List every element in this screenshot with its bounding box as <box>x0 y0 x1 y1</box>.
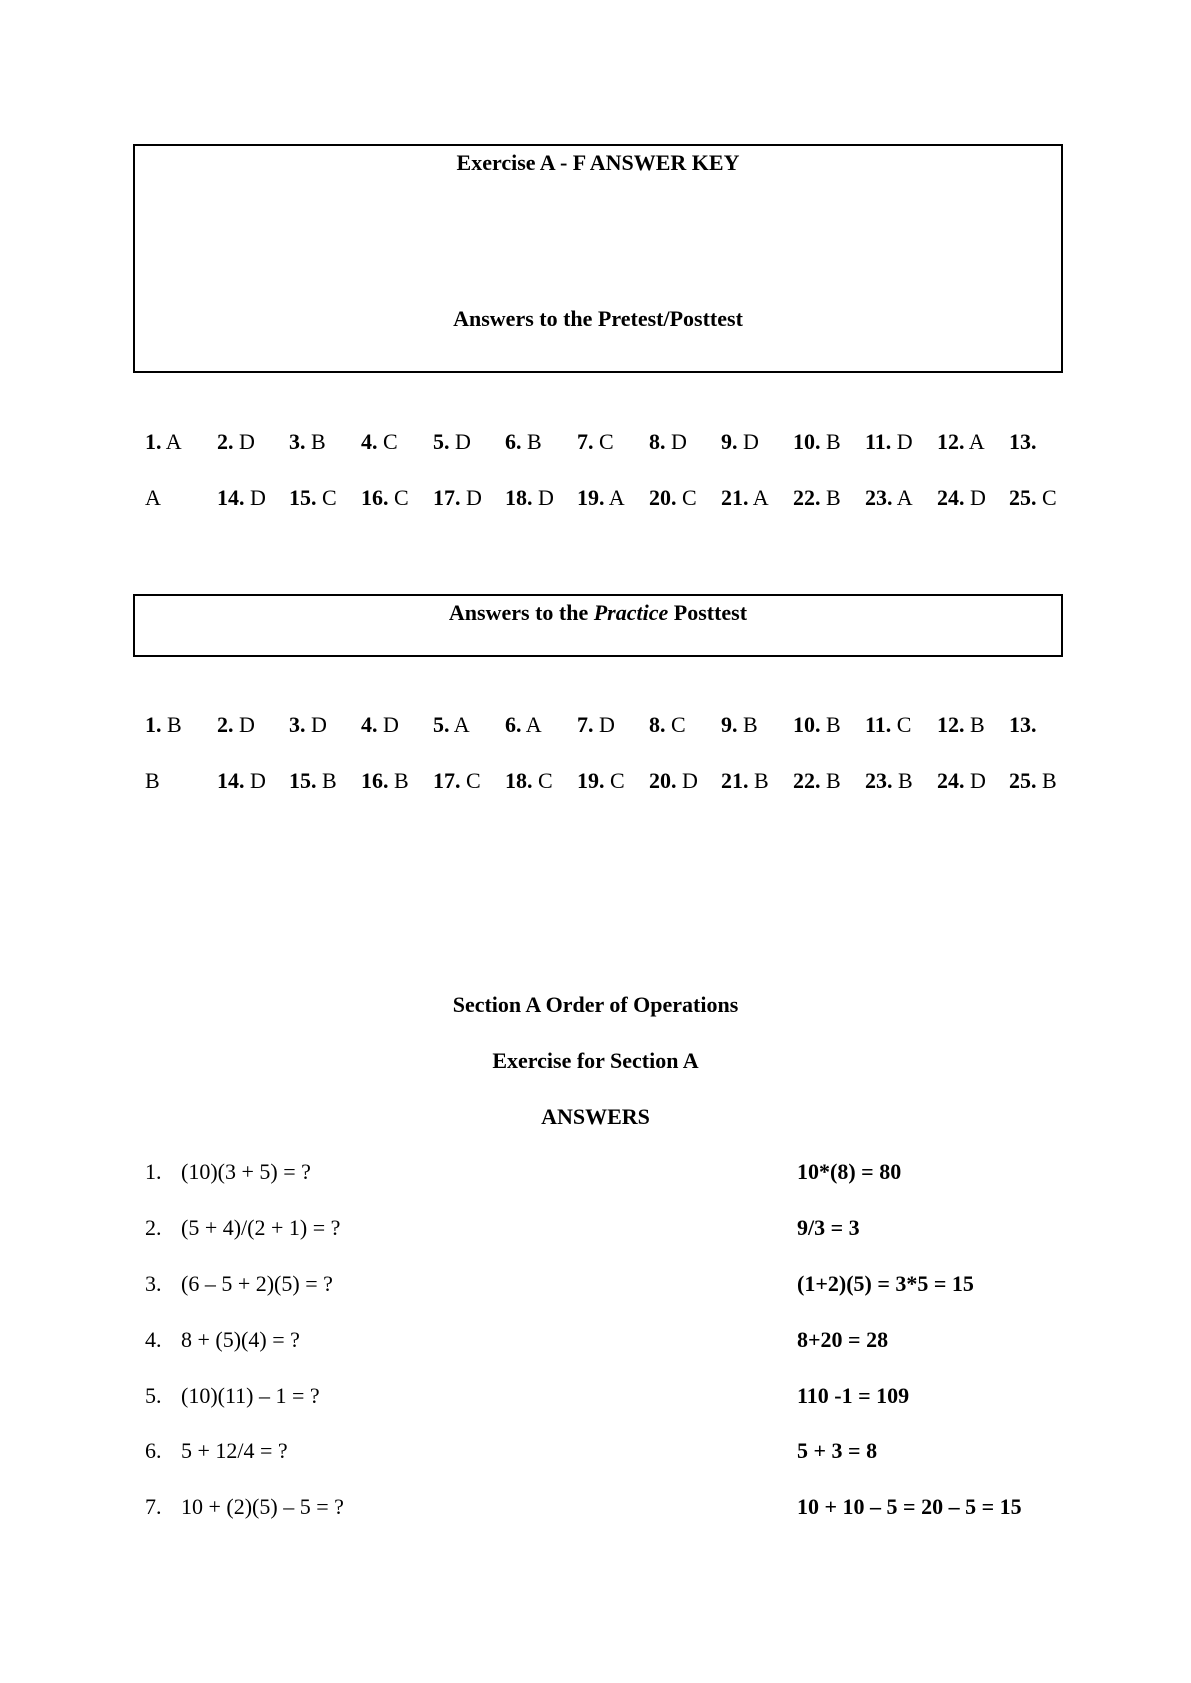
answer-letter: B <box>826 429 841 454</box>
practice-title-suffix: Posttest <box>668 600 748 625</box>
answer-letter: B <box>826 485 841 510</box>
answer-letter: B <box>322 768 337 793</box>
answer-letter: D <box>383 712 399 737</box>
exercise-answer: 5 + 3 = 8 <box>797 1438 878 1463</box>
exercise-number: 6. <box>145 1438 162 1463</box>
answer-item <box>937 768 986 794</box>
answer-letter: D <box>250 485 266 510</box>
question-number: 23. <box>865 768 893 793</box>
question-number: 10. <box>793 712 821 737</box>
answer-letter: B <box>145 768 160 793</box>
exercise-number: 2. <box>145 1215 162 1240</box>
section-a-title: Section A Order of Operations <box>452 992 739 1017</box>
question-number: 18. <box>505 485 533 510</box>
answer-letter: C <box>1042 485 1057 510</box>
answer-item <box>1009 712 1037 738</box>
question-number: 12. <box>937 429 965 454</box>
answer-item <box>145 485 161 511</box>
question-number: 9. <box>721 429 738 454</box>
answer-item <box>361 768 409 794</box>
practice-title-emphasis: Practice <box>593 600 669 625</box>
exercise-answer: (1+2)(5) = 3*5 = 15 <box>797 1271 974 1296</box>
question-number: 1. <box>145 429 162 454</box>
question-number: 19. <box>577 768 605 793</box>
answer-letter: A <box>968 429 985 454</box>
answer-letter: B <box>826 712 841 737</box>
question-number: 2. <box>217 429 234 454</box>
answer-item <box>361 712 399 738</box>
question-number: 18. <box>505 768 533 793</box>
answer-item <box>505 485 554 511</box>
answer-item <box>649 485 697 511</box>
question-number: 7. <box>577 712 594 737</box>
answer-item <box>721 485 769 511</box>
answer-item <box>721 768 769 794</box>
answer-letter: C <box>610 768 625 793</box>
answer-letter: C <box>896 712 912 737</box>
question-number: 5. <box>433 712 450 737</box>
answer-item <box>217 429 255 455</box>
exercise-answer: 110 -1 = 109 <box>797 1383 910 1408</box>
question-number: 4. <box>361 712 378 737</box>
question-number: 13. <box>1009 429 1037 454</box>
exercise-number: 1. <box>145 1159 162 1184</box>
answer-letter: B <box>1042 768 1057 793</box>
practice-posttest-box <box>133 594 1063 657</box>
answer-item <box>649 768 698 794</box>
question-number: 21. <box>721 768 749 793</box>
answer-letter: D <box>239 429 255 454</box>
answer-letter: B <box>167 712 182 737</box>
answer-letter: C <box>671 712 686 737</box>
answer-item <box>433 485 482 511</box>
answer-letter: C <box>599 429 614 454</box>
answer-item <box>649 712 686 738</box>
answer-item <box>361 429 398 455</box>
question-number: 19. <box>577 485 605 510</box>
question-number: 17. <box>433 768 461 793</box>
answer-letter: D <box>743 429 759 454</box>
exercise-number: 5. <box>145 1383 162 1408</box>
answer-letter: C <box>538 768 553 793</box>
question-number: 16. <box>361 768 389 793</box>
exercise-question: (5 + 4)/(2 + 1) = ? <box>181 1215 341 1240</box>
answer-item <box>361 485 409 511</box>
answer-item <box>145 712 182 738</box>
answer-letter: C <box>466 768 481 793</box>
answer-letter: A <box>453 712 470 737</box>
exercise-question: (10)(3 + 5) = ? <box>181 1159 311 1184</box>
exercise-row <box>145 1438 1065 1464</box>
answer-item <box>577 768 625 794</box>
question-number: 20. <box>649 768 677 793</box>
answer-letter: D <box>970 485 986 510</box>
answer-letter: A <box>165 429 182 454</box>
question-number: 15. <box>289 485 317 510</box>
exercise-question: 10 + (2)(5) – 5 = ? <box>181 1494 344 1519</box>
exercise-question: 8 + (5)(4) = ? <box>181 1327 300 1352</box>
answer-item <box>289 712 327 738</box>
answer-item <box>721 429 759 455</box>
answer-letter: A <box>608 485 625 510</box>
answer-letter: A <box>525 712 542 737</box>
answer-key-box <box>133 144 1063 373</box>
question-number: 6. <box>505 429 522 454</box>
question-number: 15. <box>289 768 317 793</box>
answer-item <box>289 768 337 794</box>
answer-letter: D <box>239 712 255 737</box>
answer-item <box>505 429 542 455</box>
answer-item <box>865 429 913 455</box>
answer-item <box>865 485 913 511</box>
answer-item <box>217 712 255 738</box>
answer-letter: A <box>145 485 161 510</box>
answers-label: ANSWERS <box>541 1104 650 1129</box>
answer-letter: B <box>394 768 409 793</box>
answer-letter: D <box>311 712 327 737</box>
question-number: 6. <box>505 712 522 737</box>
answer-letter: A <box>752 485 769 510</box>
answer-item <box>1009 429 1037 455</box>
question-number: 10. <box>793 429 821 454</box>
answer-item <box>937 485 986 511</box>
question-number: 3. <box>289 429 306 454</box>
question-number: 17. <box>433 485 461 510</box>
question-number: 14. <box>217 768 245 793</box>
answer-item <box>577 429 614 455</box>
answer-item <box>721 712 758 738</box>
question-number: 13. <box>1009 712 1037 737</box>
answer-letter: D <box>970 768 986 793</box>
answer-item <box>217 768 266 794</box>
question-number: 1. <box>145 712 162 737</box>
exercise-number: 7. <box>145 1494 162 1519</box>
section-a-subtitle: Exercise for Section A <box>492 1048 699 1073</box>
answer-key-title: Exercise A - F ANSWER KEY <box>456 150 740 175</box>
exercise-number: 3. <box>145 1271 162 1296</box>
answer-letter: C <box>394 485 409 510</box>
question-number: 22. <box>793 768 821 793</box>
answer-item <box>433 712 470 738</box>
answer-letter: D <box>250 768 266 793</box>
answer-item <box>1009 768 1057 794</box>
question-number: 22. <box>793 485 821 510</box>
question-number: 11. <box>865 429 892 454</box>
answer-item <box>793 485 841 511</box>
answer-item <box>433 429 471 455</box>
answer-item <box>937 712 985 738</box>
question-number: 16. <box>361 485 389 510</box>
exercise-question: (6 – 5 + 2)(5) = ? <box>181 1271 333 1296</box>
answer-letter: C <box>383 429 398 454</box>
answer-letter: B <box>970 712 985 737</box>
answer-item <box>793 429 841 455</box>
question-number: 20. <box>649 485 677 510</box>
question-number: 9. <box>721 712 738 737</box>
answer-letter: D <box>682 768 698 793</box>
question-number: 2. <box>217 712 234 737</box>
answer-item <box>505 712 542 738</box>
exercise-answer: 10*(8) = 80 <box>797 1159 902 1184</box>
answer-item <box>505 768 553 794</box>
answer-letter: D <box>896 429 913 454</box>
question-number: 5. <box>433 429 450 454</box>
exercise-row <box>145 1215 1065 1241</box>
answer-letter: D <box>538 485 554 510</box>
exercise-question: 5 + 12/4 = ? <box>181 1438 288 1463</box>
answer-item <box>865 768 913 794</box>
answer-letter: D <box>455 429 471 454</box>
answer-item <box>793 712 841 738</box>
question-number: 24. <box>937 768 965 793</box>
question-number: 25. <box>1009 485 1037 510</box>
question-number: 11. <box>865 712 892 737</box>
exercise-answer: 10 + 10 – 5 = 20 – 5 = 15 <box>797 1494 1022 1519</box>
answer-letter: B <box>754 768 769 793</box>
question-number: 3. <box>289 712 306 737</box>
exercise-question: (10)(11) – 1 = ? <box>181 1383 320 1408</box>
answer-item <box>793 768 841 794</box>
exercise-row <box>145 1159 1065 1185</box>
question-number: 7. <box>577 429 594 454</box>
answer-letter: A <box>896 485 913 510</box>
exercise-number: 4. <box>145 1327 162 1352</box>
answer-item <box>649 429 687 455</box>
question-number: 4. <box>361 429 378 454</box>
question-number: 14. <box>217 485 245 510</box>
exercise-answer: 8+20 = 28 <box>797 1327 889 1352</box>
exercise-row <box>145 1327 1065 1353</box>
answer-letter: D <box>466 485 482 510</box>
answer-item <box>1009 485 1057 511</box>
answer-item <box>937 429 985 455</box>
exercise-answer: 9/3 = 3 <box>797 1215 860 1240</box>
question-number: 24. <box>937 485 965 510</box>
answer-item <box>433 768 481 794</box>
exercise-row <box>145 1383 1065 1409</box>
answer-item <box>145 768 160 794</box>
answer-letter: C <box>682 485 697 510</box>
answer-item <box>865 712 911 738</box>
question-number: 8. <box>649 712 666 737</box>
answer-letter: C <box>322 485 337 510</box>
answer-item <box>289 485 337 511</box>
answer-letter: D <box>671 429 687 454</box>
answer-item <box>289 429 326 455</box>
exercise-row <box>145 1271 1065 1297</box>
answer-item <box>577 712 615 738</box>
answer-letter: D <box>599 712 615 737</box>
answer-letter: B <box>743 712 758 737</box>
pretest-heading: Answers to the Pretest/Posttest <box>453 306 743 331</box>
question-number: 12. <box>937 712 965 737</box>
answer-letter: B <box>826 768 841 793</box>
question-number: 25. <box>1009 768 1037 793</box>
answer-letter: B <box>898 768 913 793</box>
practice-title-prefix: Answers to the <box>448 600 594 625</box>
answer-letter: B <box>311 429 326 454</box>
answer-item <box>217 485 266 511</box>
exercise-row <box>145 1494 1065 1520</box>
question-number: 21. <box>721 485 749 510</box>
answer-letter: B <box>527 429 542 454</box>
question-number: 8. <box>649 429 666 454</box>
question-number: 23. <box>865 485 893 510</box>
practice-posttest-title <box>135 600 1061 626</box>
answer-item <box>577 485 625 511</box>
answer-item <box>145 429 182 455</box>
